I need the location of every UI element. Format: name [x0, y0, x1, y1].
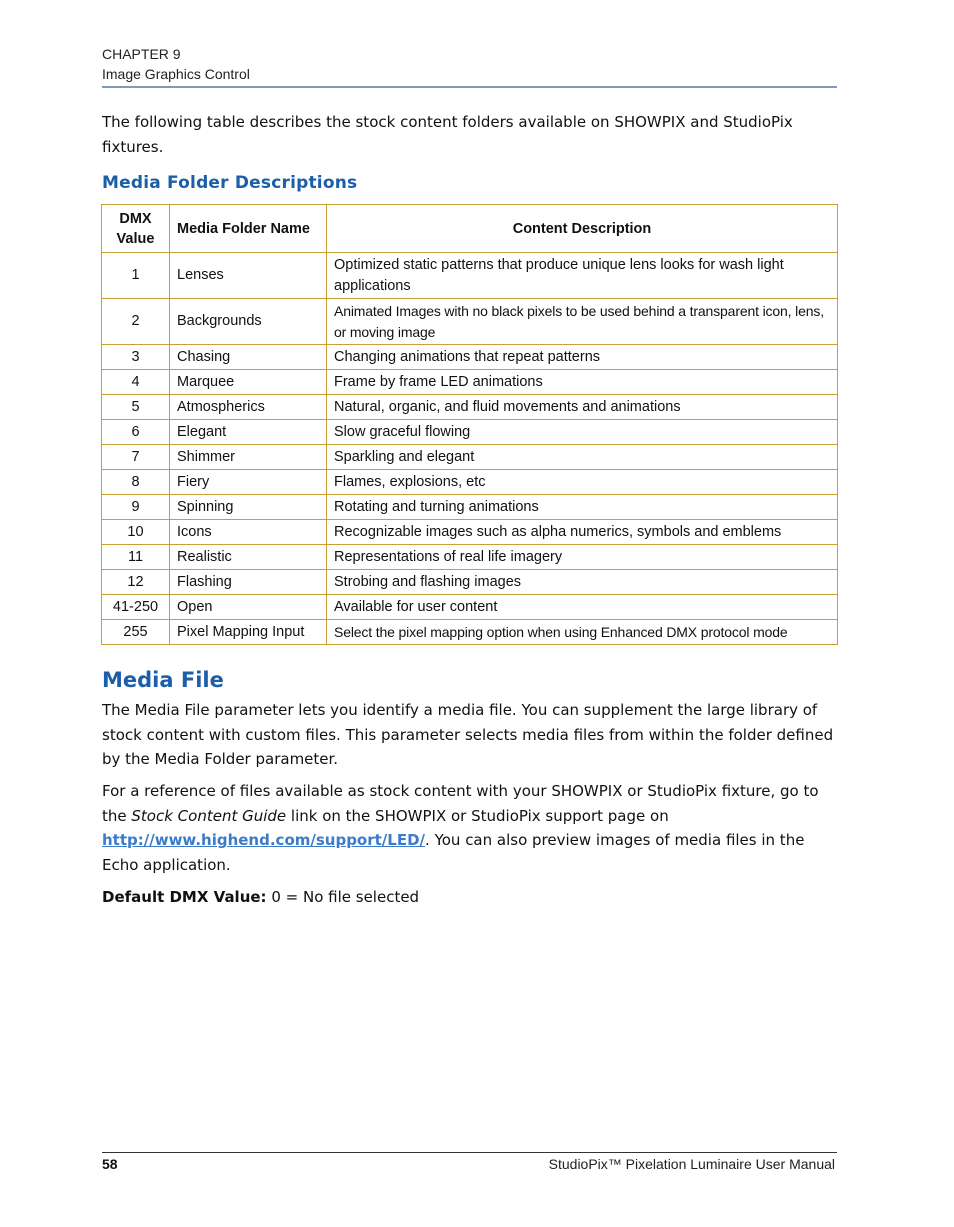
table-row: [102, 595, 838, 620]
cell-dmx: 41-250: [102, 595, 170, 620]
section-label: Image Graphics Control: [102, 66, 250, 82]
table-row: [102, 345, 838, 370]
cell-dmx: 4: [102, 370, 170, 395]
footer-divider: [102, 1152, 837, 1153]
header-folder-name: Media Folder Name: [170, 205, 327, 253]
table-row: [102, 495, 838, 520]
chapter-label: CHAPTER 9: [102, 46, 181, 62]
cell-desc: Rotating and turning animations: [327, 495, 838, 520]
table-row: [102, 570, 838, 595]
cell-dmx: 8: [102, 470, 170, 495]
table-header-row: [102, 205, 838, 253]
header-divider: [102, 86, 837, 88]
table-row: [102, 545, 838, 570]
cell-dmx: 1: [102, 253, 170, 299]
default-dmx-value: [102, 885, 837, 910]
cell-desc: Select the pixel mapping option when using Enhanced DMX protocol mode: [327, 620, 838, 645]
cell-name: Lenses: [170, 253, 327, 299]
cell-desc: Recognizable images such as alpha numerics, symbols and emblems: [327, 520, 838, 545]
cell-dmx: 12: [102, 570, 170, 595]
media-file-heading: Media File: [102, 668, 224, 692]
cell-desc: Sparkling and elegant: [327, 445, 838, 470]
cell-dmx: 255: [102, 620, 170, 645]
cell-dmx: 3: [102, 345, 170, 370]
table-row: [102, 253, 838, 299]
default-dmx-label: Default DMX Value:: [102, 888, 267, 906]
table-row: [102, 620, 838, 645]
cell-name: Open: [170, 595, 327, 620]
cell-dmx: 6: [102, 420, 170, 445]
cell-dmx: 11: [102, 545, 170, 570]
cell-name: Fiery: [170, 470, 327, 495]
table-title: Media Folder Descriptions: [102, 173, 358, 193]
cell-name: Marquee: [170, 370, 327, 395]
header-content-description: Content Description: [327, 205, 838, 253]
default-dmx-text: 0 = No file selected: [266, 888, 420, 906]
cell-dmx: 7: [102, 445, 170, 470]
media-file-paragraph: The Media File parameter lets you identify a media file. You can supplement the large library of stock content with custom files. This parameter selects media files from within the folder defined by the Media Folder parameter.: [102, 701, 834, 768]
cell-name: Pixel Mapping Input: [170, 620, 327, 645]
cell-name: Realistic: [170, 545, 327, 570]
cell-desc: Changing animations that repeat patterns: [327, 345, 838, 370]
media-folder-table: [101, 204, 838, 645]
table-row: [102, 520, 838, 545]
table-row: [102, 395, 838, 420]
cell-name: Icons: [170, 520, 327, 545]
cell-desc: Frame by frame LED animations: [327, 370, 838, 395]
cell-name: Backgrounds: [170, 299, 327, 345]
table-row: [102, 445, 838, 470]
cell-desc: Representations of real life imagery: [327, 545, 838, 570]
manual-title: StudioPix™ Pixelation Luminaire User Manual: [548, 1156, 835, 1172]
cell-desc: Optimized static patterns that produce unique lens looks for wash light applications: [327, 253, 838, 299]
cell-name: Elegant: [170, 420, 327, 445]
cell-name: Spinning: [170, 495, 327, 520]
support-link[interactable]: http://www.highend.com/support/LED/: [102, 831, 426, 849]
intro-paragraph: The following table describes the stock content folders available on SHOWPIX and StudioPix fixtures.: [102, 113, 793, 156]
cell-desc: Animated Images with no black pixels to be used behind a transparent icon, lens, or moving image: [327, 299, 838, 345]
cell-name: Shimmer: [170, 445, 327, 470]
cell-name: Atmospherics: [170, 395, 327, 420]
stock-content-paragraph: For a reference of files available as stock content with your SHOWPIX or StudioPix fixture, go to the Stock Content Guide link on the SHOWPIX or StudioPix support page on http://www.highend.com/support/LED/. You can also preview images of media files in the Echo application.: [102, 782, 819, 874]
table-row: [102, 370, 838, 395]
header-dmx-value: DMX Value: [102, 205, 170, 253]
cell-dmx: 10: [102, 520, 170, 545]
cell-desc: Available for user content: [327, 595, 838, 620]
cell-desc: Strobing and flashing images: [327, 570, 838, 595]
table-row: [102, 299, 838, 345]
cell-desc: Flames, explosions, etc: [327, 470, 838, 495]
cell-desc: Slow graceful flowing: [327, 420, 838, 445]
cell-desc: Natural, organic, and fluid movements and animations: [327, 395, 838, 420]
stock-content-guide-title: Stock Content Guide: [131, 806, 287, 825]
table-row: [102, 420, 838, 445]
cell-dmx: 5: [102, 395, 170, 420]
cell-dmx: 9: [102, 495, 170, 520]
cell-name: Flashing: [170, 570, 327, 595]
cell-dmx: 2: [102, 299, 170, 345]
cell-name: Chasing: [170, 345, 327, 370]
page-number: 58: [102, 1156, 118, 1172]
table-row: [102, 470, 838, 495]
